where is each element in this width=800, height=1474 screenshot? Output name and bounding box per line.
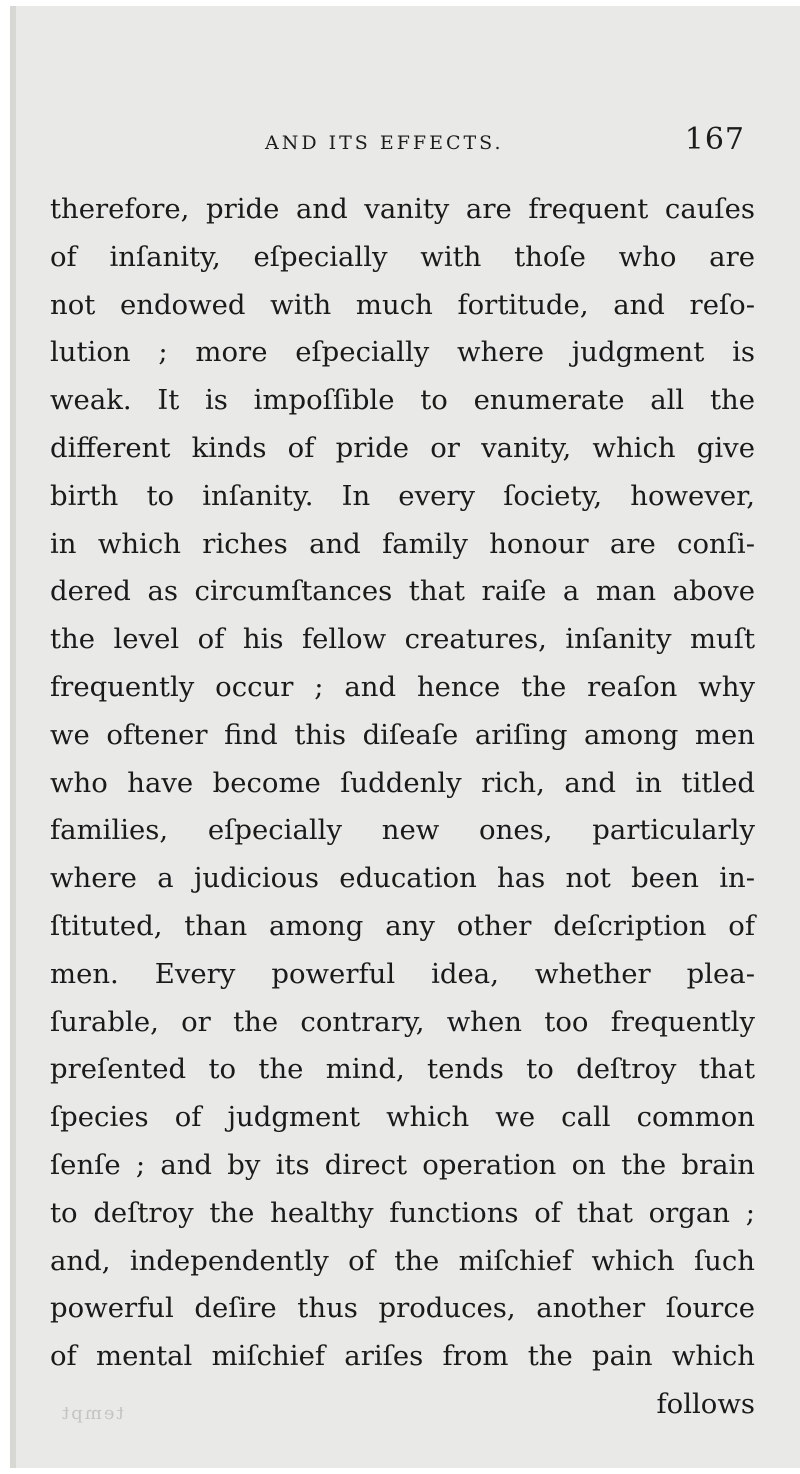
- text-line: ſpecies of judgment which we call common: [50, 1101, 755, 1134]
- text-line: to deſtroy the healthy functions of that organ ;: [50, 1196, 755, 1229]
- text-line: the level of his fellow creatures, inſanity muſt: [50, 623, 755, 656]
- running-head: AND ITS EFFECTS.: [265, 132, 504, 154]
- text-line: birth to inſanity. In every ſociety, however,: [50, 479, 755, 512]
- text-line: of mental miſchief ariſes from the pain which: [50, 1340, 755, 1373]
- text-line: in which riches and family honour are conſi-: [50, 527, 755, 560]
- text-line: where a judicious education has not been in-: [50, 862, 755, 895]
- text-line: powerful deſire thus produces, another ſource: [50, 1292, 755, 1325]
- page-number: 167: [684, 122, 745, 157]
- text-line: ſurable, or the contrary, when too frequently: [50, 1005, 755, 1038]
- text-line: not endowed with much fortitude, and reſo-: [50, 288, 755, 321]
- text-line: who have become ſuddenly rich, and in titled: [50, 766, 755, 799]
- text-line: we oftener find this diſeaſe ariſing among men: [50, 718, 755, 751]
- text-line: weak. It is impoſſible to enumerate all the: [50, 384, 755, 417]
- text-line: frequently occur ; and hence the reaſon why: [50, 670, 755, 703]
- page-header: [265, 122, 765, 162]
- show-through-text: tempt: [60, 1403, 124, 1424]
- catchword: follows: [656, 1387, 755, 1420]
- text-line: men. Every powerful idea, whether plea-: [50, 957, 755, 990]
- text-line: therefore, pride and vanity are frequent cauſes: [50, 193, 755, 225]
- text-line: ſtituted, than among any other deſcription of: [50, 909, 755, 942]
- book-page: [10, 6, 800, 1468]
- text-line: preſented to the mind, tends to deſtroy that: [50, 1053, 755, 1086]
- text-line: of inſanity, eſpecially with thoſe who are: [50, 240, 755, 273]
- text-line: families, eſpecially new ones, particularly: [50, 814, 755, 847]
- text-line: ſenſe ; and by its direct operation on the brain: [50, 1148, 755, 1181]
- text-line: lution ; more eſpecially where judgment is: [50, 336, 755, 369]
- text-line: different kinds of pride or vanity, which give: [50, 431, 755, 464]
- body-text: [50, 186, 755, 1429]
- text-line: and, independently of the miſchief which ſuch: [50, 1244, 755, 1277]
- text-line: dered as circumſtances that raiſe a man above: [50, 575, 755, 608]
